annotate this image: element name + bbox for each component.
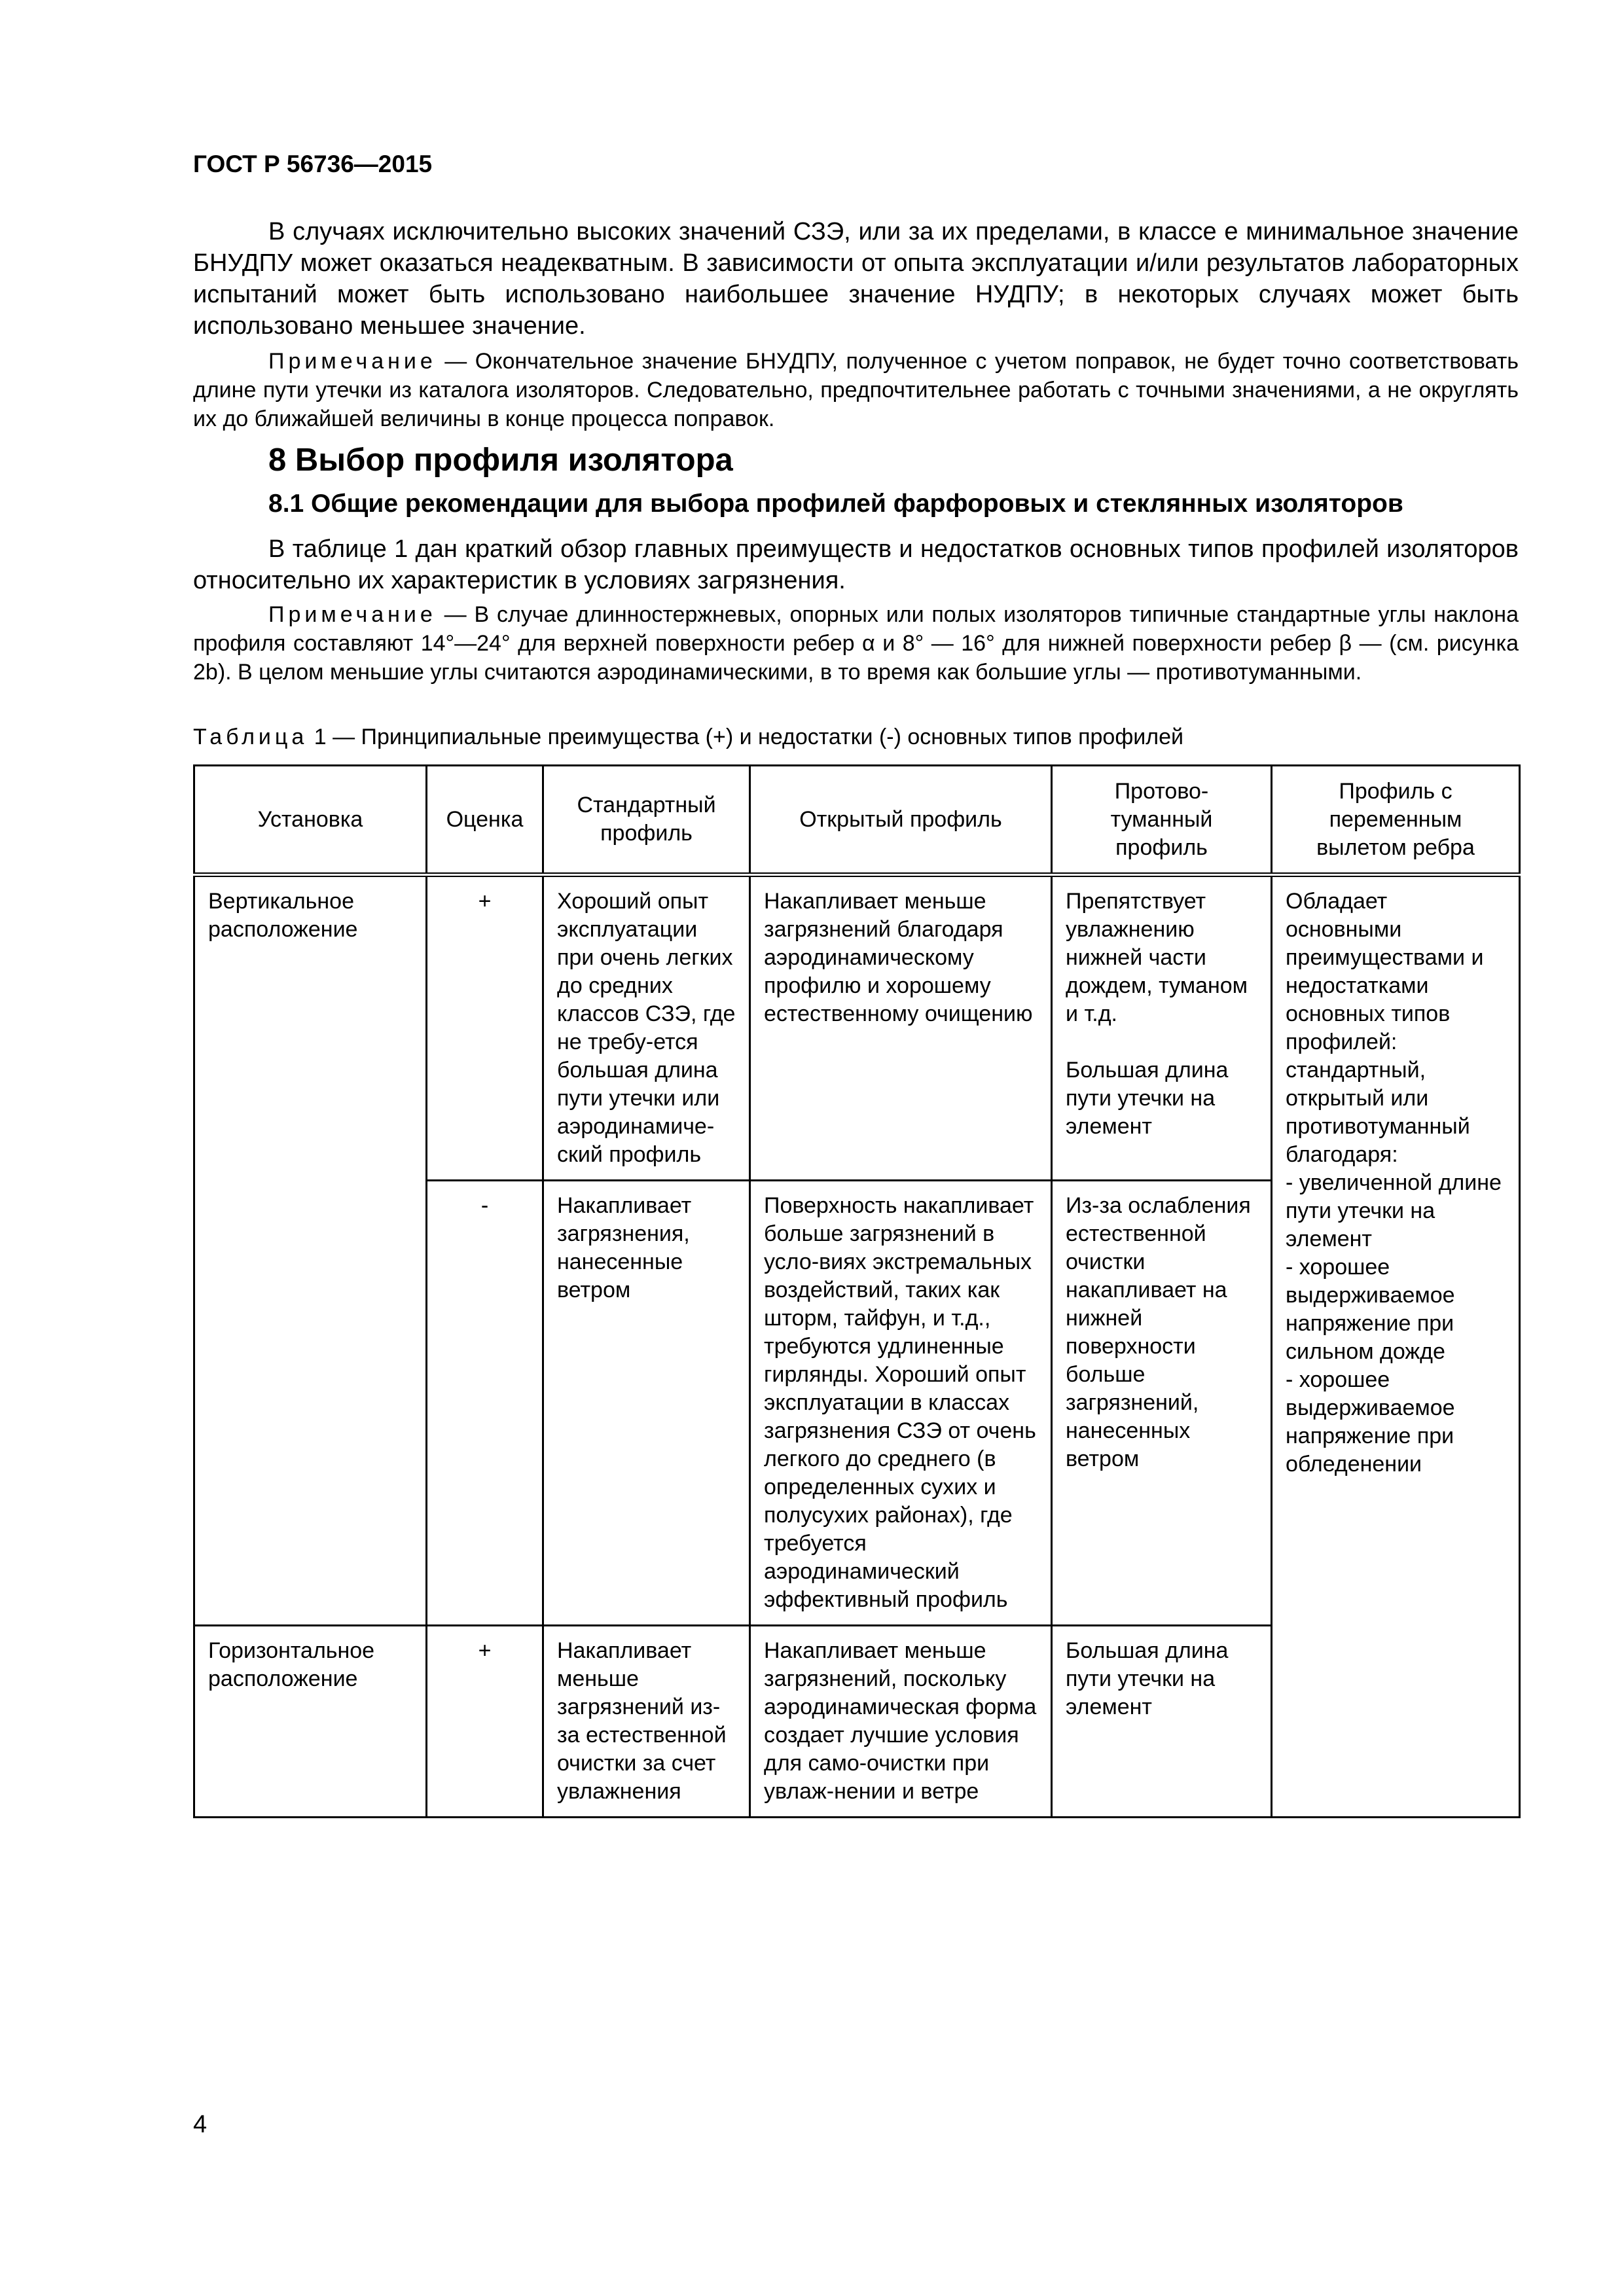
header-rating: Оценка — [427, 766, 543, 875]
table-caption-label: Таблица — [193, 725, 308, 749]
cell-installation-horizontal: Горизонтальное расположение — [194, 1626, 427, 1818]
page-number: 4 — [193, 2111, 208, 2138]
cell-antifog: Препятствует увлажнению нижней части дождем, туманом и т.д. Большая длина пути утечки на элемент — [1052, 875, 1272, 1181]
cell-standard: Накапливает загрязнения, нанесенные ветром — [543, 1181, 750, 1626]
section-8-title: 8 Выбор профиля изолятора — [268, 442, 733, 478]
table-1 — [193, 764, 1521, 1818]
note-1-text: — Окончательное значение БНУДПУ, полученное с учетом поправок, не будет точно соответствовать длине пути утечки из каталога изоляторов. Следовательно, предпочтительнее работать с точными значениями, а не округлять их до ближайшей величины в конце процесса поправок. — [193, 349, 1519, 431]
table-1-caption — [193, 725, 1183, 750]
header-variable-profile: Профиль с переменным вылетом ребра — [1272, 766, 1520, 875]
table-header-row — [194, 766, 1520, 875]
document-page — [193, 0, 1519, 2296]
note-1 — [193, 347, 1519, 433]
cell-standard: Хороший опыт эксплуатации при очень легких до средних классов СЗЭ, где не требу-ется большая длина пути утечки или аэродинамиче-ский профиль — [543, 875, 750, 1181]
cell-variable: Обладает основными преимуществами и недостатками основных типов профилей: стандартный, открытый или противотуманный благодаря: - увеличенной длине пути утечки на элемент - хорошее выдерживаемое напряжение при сильном дожде - хорошее выдерживаемое напряжение при обледенении — [1272, 875, 1520, 1818]
table-row — [194, 875, 1520, 1181]
cell-rating: + — [427, 1626, 543, 1818]
cell-open: Накапливает меньше загрязнений благодаря аэродинамическому профилю и хорошему естественному очищению — [750, 875, 1052, 1181]
document-header: ГОСТ Р 56736—2015 — [193, 151, 433, 177]
header-antifog-profile: Протово-туманный профиль — [1052, 766, 1272, 875]
header-standard-profile: Стандартный профиль — [543, 766, 750, 875]
note-2-label: Примечание — [268, 602, 437, 627]
cell-open: Накапливает меньше загрязнений, поскольку аэродинамическая форма создает лучшие условия для само-очистки при увлаж-нении и ветре — [750, 1626, 1052, 1818]
cell-rating: + — [427, 875, 543, 1181]
cell-antifog: Из-за ослабления естественной очистки накапливает на нижней поверхности больше загрязнений, нанесенных ветром — [1052, 1181, 1272, 1626]
section-8-1-title: 8.1 Общие рекомендации для выбора профилей фарфоровых и стеклянных изоляторов — [268, 490, 1403, 518]
cell-rating: - — [427, 1181, 543, 1626]
note-1-label: Примечание — [268, 349, 437, 374]
paragraph-1: В случаях исключительно высоких значений СЗЭ, или за их пределами, в классе е минимальное значение БНУДПУ может оказаться неадекватным. В зависимости от опыта эксплуатации и/или результатов лабораторных испытаний может быть использовано наибольшее значение НУДПУ; в некоторых случаях может быть использовано меньшее значение. — [193, 218, 1519, 340]
note-2 — [193, 600, 1519, 687]
header-open-profile: Открытый профиль — [750, 766, 1052, 875]
cell-open: Поверхность накапливает больше загрязнений в усло-виях экстремальных воздействий, таких как шторм, тайфун, и т.д., требуются удлиненные гирлянды. Хороший опыт эксплуатации в классах загрязнения СЗЭ от очень легкого до среднего (в определенных сухих и полусухих районах), где требуется аэродинамический эффективный профиль — [750, 1181, 1052, 1626]
header-installation: Установка — [194, 766, 427, 875]
cell-antifog: Большая длина пути утечки на элемент — [1052, 1626, 1272, 1818]
table-caption-text: 1 — Принципиальные преимущества (+) и недостатки (-) основных типов профилей — [308, 725, 1184, 749]
note-2-text: — В случае длинностержневых, опорных или полых изоляторов типичные стандартные углы наклона профиля составляют 14°—24° для верхней поверхности ребер α и 8° — 16° для нижней поверхности ребер β — (см. рисунка 2b). В целом меньшие углы считаются аэродинамическими, в то время как большие углы — противотуманными. — [193, 602, 1519, 685]
paragraph-2: В таблице 1 дан краткий обзор главных преимуществ и недостатков основных типов профилей изоляторов относительно их характеристик в условиях загрязнения. — [193, 535, 1519, 594]
cell-standard: Накапливает меньше загрязнений из-за естественной очистки за счет увлажнения — [543, 1626, 750, 1818]
cell-installation-vertical: Вертикальное расположение — [194, 875, 427, 1626]
